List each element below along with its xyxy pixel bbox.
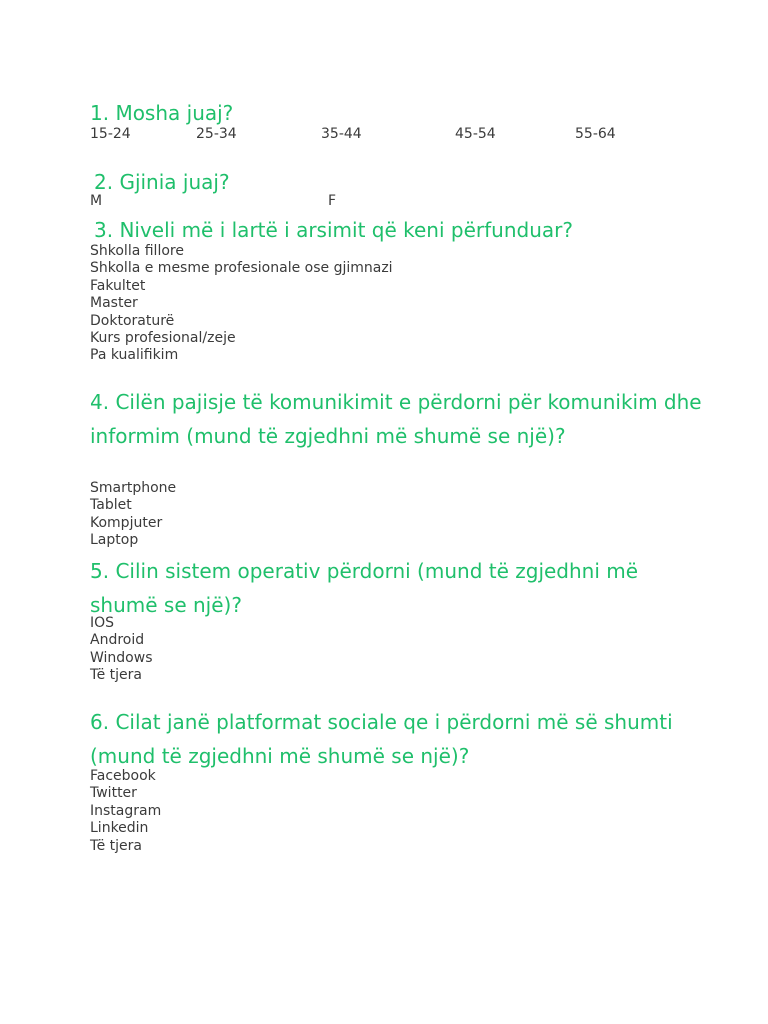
option-age-25-34[interactable]: 25-34 [196, 126, 237, 142]
question-6-options [90, 768, 161, 855]
option-education[interactable]: Master [90, 295, 138, 312]
option-os[interactable]: IOS [90, 615, 115, 631]
question-5-title: 5. Cilin sistem operativ përdorni (mund të zgjedhni më shumë se një)? [90, 559, 639, 617]
question-5-options [90, 615, 153, 685]
option-gender-f[interactable]: F [328, 193, 337, 209]
option-education[interactable]: Shkolla e mesme profesionale ose gjimnazi [90, 260, 393, 277]
question-3-options [90, 243, 393, 365]
option-device[interactable]: Smartphone [90, 480, 177, 496]
question-4-title: 4. Cilën pajisje të komunikimit e përdorni për komunikim dhe informim (mund të zgjedhni më shumë se një)? [90, 390, 702, 448]
option-device[interactable]: Tablet [90, 497, 132, 514]
option-os[interactable]: Të tjera [90, 667, 142, 684]
option-education[interactable]: Fakultet [90, 277, 146, 294]
option-os[interactable]: Windows [90, 649, 153, 666]
question-2-options [90, 193, 336, 210]
option-social[interactable]: Twitter [90, 785, 137, 802]
option-social[interactable]: Linkedin [90, 820, 149, 837]
option-social[interactable]: Instagram [90, 802, 162, 819]
option-education[interactable]: Pa kualifikim [90, 347, 179, 364]
option-device[interactable]: Kompjuter [90, 514, 163, 531]
option-social[interactable]: Të tjera [90, 837, 142, 854]
option-education[interactable]: Shkolla fillore [90, 243, 184, 259]
question-3-title: 3. Niveli më i lartë i arsimit që keni përfunduar? [94, 218, 573, 242]
option-age-15-24[interactable]: 15-24 [90, 126, 131, 142]
question-6-title: 6. Cilat janë platformat sociale qe i përdorni më së shumti (mund të zgjedhni më shumë se një)? [90, 710, 673, 768]
option-age-45-54[interactable]: 45-54 [455, 126, 496, 142]
option-gender-m[interactable]: M [90, 193, 103, 209]
question-1-options [90, 126, 616, 143]
option-age-35-44[interactable]: 35-44 [321, 126, 362, 142]
question-4-options [90, 480, 176, 550]
question-2-title: 2. Gjinia juaj? [94, 170, 230, 194]
question-1-title: 1. Mosha juaj? [90, 101, 234, 125]
option-age-55-64[interactable]: 55-64 [575, 126, 616, 142]
option-education[interactable]: Kurs profesional/zeje [90, 330, 236, 347]
option-device[interactable]: Laptop [90, 532, 139, 549]
option-social[interactable]: Facebook [90, 768, 156, 784]
option-os[interactable]: Android [90, 632, 145, 649]
option-education[interactable]: Doktoraturë [90, 312, 175, 329]
